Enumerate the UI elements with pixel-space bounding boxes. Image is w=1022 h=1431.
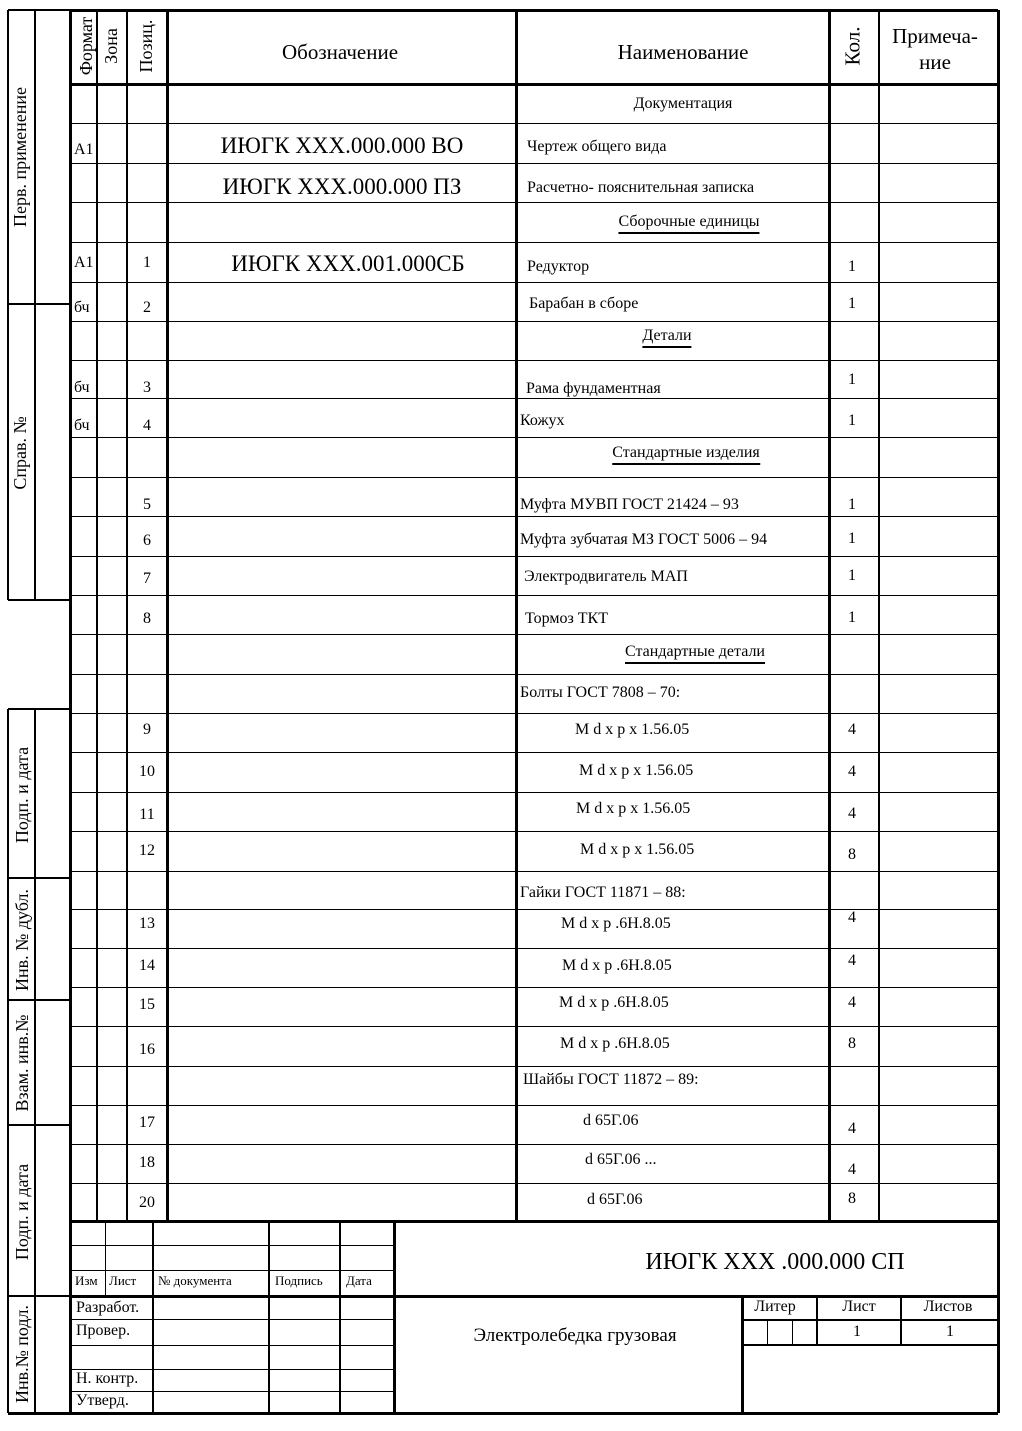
row-format: [74, 255, 94, 271]
header-quantity: Кол.: [840, 26, 865, 66]
tb-sheets-label: Листов: [923, 1298, 973, 1315]
grid-line: [7, 709, 9, 1413]
row-quantity-text: 1: [848, 530, 856, 547]
row-name-text: Кожух: [520, 412, 565, 429]
row-name: [526, 381, 661, 397]
grid-line: [70, 792, 998, 793]
grid-line: [767, 1320, 768, 1345]
header-format: Формат: [76, 16, 96, 76]
row-quantity-text: 1: [848, 412, 856, 429]
row-name: [529, 296, 638, 312]
tb-sheet-label: Лист: [842, 1298, 876, 1315]
row-format: [74, 142, 94, 158]
row-name-text: M d x p x 1.56.05: [579, 762, 694, 779]
header-note-line2: ние: [919, 50, 951, 74]
row-name-text: Редуктор: [527, 258, 590, 275]
row-name: [559, 995, 669, 1011]
grid-line: [742, 1319, 998, 1321]
row-quantity-text: 1: [848, 295, 856, 312]
row-name: [560, 1036, 670, 1052]
row-position-text: 11: [139, 806, 155, 823]
row-position-text: 14: [139, 957, 155, 974]
grid-line: [70, 634, 998, 635]
row-name-text: M d x p .6H.8.05: [559, 994, 669, 1011]
row-name: [524, 569, 688, 585]
tb-label-document: № документа: [158, 1273, 232, 1288]
row-name-text: Барабан в сборе: [529, 295, 639, 312]
grid-line: [70, 242, 998, 243]
side-inv-dubl: Инв. № дубл.: [12, 889, 32, 991]
row-name: [527, 139, 667, 155]
row-name-text: Муфта МУВП ГОСТ 21424 – 93: [520, 496, 739, 513]
row-position-text: 18: [139, 1154, 155, 1171]
grid-line: [70, 987, 998, 988]
grid-line: [8, 303, 70, 305]
row-section-heading-text: Документация: [633, 95, 733, 112]
row-position-text: 8: [143, 610, 151, 627]
row-section-heading-text: Сборочные единицы: [618, 214, 759, 234]
row-quantity-text: 8: [848, 1190, 856, 1207]
row-name-text: d 65Г.06 ...: [585, 1151, 657, 1168]
grid-line: [828, 10, 831, 1221]
grid-line: [105, 1221, 106, 1296]
grid-line: [70, 123, 998, 124]
row-format-text: бч: [74, 299, 90, 316]
grid-line: [339, 1221, 341, 1413]
grid-line: [70, 1066, 998, 1067]
grid-line: [70, 321, 998, 322]
tb-role-developer: Разработ.: [76, 1299, 140, 1316]
side-podp-data-1: Подп. и дата: [12, 746, 32, 844]
row-name-text: Расчетно- пояснительная записка: [527, 179, 755, 196]
grid-line: [70, 909, 998, 910]
row-position-text: 5: [143, 496, 151, 513]
row-name: [579, 763, 693, 779]
row-name: [527, 259, 589, 275]
row-quantity-text: 4: [848, 952, 856, 969]
row-name-text: d 65Г.06: [583, 1112, 639, 1129]
row-quantity-text: 8: [848, 846, 856, 863]
row-name-text: Чертеж общего вида: [527, 138, 667, 155]
grid-line: [70, 163, 998, 164]
grid-line: [393, 1221, 396, 1413]
header-zone: Зона: [101, 28, 121, 64]
grid-line: [166, 10, 169, 1221]
tb-label-list: Лист: [109, 1273, 137, 1288]
side-perv-primenenie: Перв. применение: [10, 86, 30, 228]
row-name-text: M d x p .6H.8.05: [562, 957, 672, 974]
grid-line: [8, 599, 70, 601]
row-name: [520, 413, 565, 429]
grid-line: [741, 1296, 744, 1413]
row-name-text: d 65Г.06: [587, 1191, 643, 1208]
row-designation-text: ИЮГК XXX.001.000СБ: [231, 250, 465, 276]
tb-role-checker: Провер.: [76, 1322, 131, 1339]
row-name: [562, 958, 672, 974]
grid-line: [816, 1296, 818, 1345]
tb-product-name: Электролебедка грузовая: [473, 1325, 677, 1346]
grid-line: [70, 1245, 394, 1246]
grid-line: [70, 1220, 998, 1223]
grid-line: [7, 10, 9, 600]
grid-line: [34, 709, 36, 1413]
row-name: [520, 532, 767, 548]
tb-doc-code: ИЮГК XXX .000.000 СП: [645, 1249, 905, 1275]
row-position-text: 13: [139, 915, 155, 932]
row-position-text: 16: [139, 1041, 155, 1058]
row-quantity-text: 8: [848, 1035, 856, 1052]
row-name-text: Муфта зубчатая МЗ ГОСТ 5006 – 94: [520, 531, 768, 548]
row-designation-text: ИЮГК XXX.000.000 ПЗ: [222, 173, 462, 199]
side-podp-data-2: Подп. и дата: [12, 1163, 32, 1261]
grid-line: [8, 708, 70, 710]
row-quantity-text: 1: [848, 567, 856, 584]
side-vzam-inv: Взам. инв.№: [12, 1014, 32, 1112]
tb-liter-label: Литер: [754, 1298, 796, 1315]
row-quantity-text: 4: [848, 1161, 856, 1178]
row-position-text: 6: [143, 532, 151, 549]
row-format: [74, 418, 90, 434]
row-name-text: M d x p .6H.8.05: [561, 915, 671, 932]
row-quantity-text: 4: [848, 1120, 856, 1137]
grid-line: [70, 595, 998, 596]
row-format-text: А1: [74, 254, 94, 271]
grid-line: [70, 556, 998, 557]
grid-line: [8, 1295, 70, 1297]
grid-line: [70, 1105, 998, 1106]
row-quantity-text: 4: [848, 805, 856, 822]
tb-sheet-value: 1: [853, 1323, 861, 1340]
side-inv-podl: Инв.№ подл.: [12, 1304, 32, 1404]
row-position-text: 9: [143, 721, 151, 738]
row-name: [583, 1113, 638, 1129]
row-position-text: 2: [143, 299, 151, 316]
row-section-heading-text: Стандартные детали: [625, 644, 765, 664]
row-position-text: 15: [139, 996, 155, 1013]
grid-line: [70, 360, 998, 361]
row-name-text: Гайки ГОСТ 11871 – 88:: [520, 884, 686, 901]
grid-line: [152, 1221, 154, 1413]
tb-role-approver: Утверд.: [76, 1392, 129, 1409]
row-position-text: 4: [143, 417, 151, 434]
grid-line: [69, 10, 72, 1413]
grid-line: [878, 10, 880, 1221]
grid-line: [515, 10, 518, 1221]
grid-line: [70, 752, 998, 753]
grid-line: [70, 202, 998, 203]
row-position-text: 12: [139, 842, 155, 859]
row-position-text: 3: [143, 379, 151, 396]
row-name: [561, 916, 671, 932]
grid-line: [126, 10, 128, 1221]
grid-line: [8, 1124, 70, 1126]
row-name-text: Электродвигатель МАП: [524, 568, 688, 585]
row-quantity-text: 1: [848, 258, 856, 275]
row-format-text: бч: [74, 379, 90, 396]
row-name-text: M d x p x 1.56.05: [580, 841, 695, 858]
row-name: [523, 1072, 699, 1088]
row-name: [520, 685, 680, 701]
grid-line: [70, 398, 998, 399]
header-name: Наименование: [617, 40, 749, 64]
row-name-text: M d x p x 1.56.05: [576, 800, 691, 817]
row-format: [74, 300, 90, 316]
header-position: Позиц.: [136, 19, 156, 73]
row-name-text: Шайбы ГОСТ 11872 – 89:: [523, 1071, 699, 1088]
row-name: [576, 801, 690, 817]
grid-line: [8, 9, 70, 11]
row-quantity-text: 4: [848, 763, 856, 780]
grid-line: [70, 1270, 394, 1271]
grid-line: [70, 1026, 998, 1027]
row-name-text: M d x p .6H.8.05: [560, 1035, 670, 1052]
grid-line: [8, 1412, 998, 1415]
row-name: [520, 497, 739, 513]
row-quantity-text: 4: [848, 721, 856, 738]
grid-line: [70, 1144, 998, 1145]
grid-line: [70, 674, 998, 675]
grid-line: [34, 10, 36, 600]
row-format-text: бч: [74, 417, 90, 434]
header-note-line1: Примеча-: [892, 24, 978, 48]
header-designation: Обозначение: [281, 40, 399, 64]
row-section-heading-text: Стандартные изделия: [612, 445, 760, 465]
grid-line: [8, 877, 70, 879]
row-name: [585, 1152, 656, 1168]
row-position-text: 10: [139, 763, 155, 780]
row-name: [575, 722, 689, 738]
grid-line: [70, 871, 998, 872]
grid-line: [70, 1345, 394, 1346]
row-quantity-text: 4: [848, 994, 856, 1011]
grid-line: [792, 1320, 793, 1345]
tb-role-norm-control: Н. контр.: [76, 1370, 139, 1387]
row-position-text: 17: [139, 1114, 155, 1131]
row-quantity-text: 1: [848, 609, 856, 626]
grid-line: [268, 1221, 270, 1413]
tb-label-izm: Изм: [75, 1273, 98, 1288]
row-name: [527, 180, 754, 196]
row-position-text: 1: [143, 254, 151, 271]
row-position-text: 20: [139, 1194, 155, 1211]
row-name-text: Рама фундаментная: [526, 380, 661, 397]
row-position-text: 7: [143, 570, 151, 587]
row-designation-text: ИЮГК XXX.000.000 ВО: [220, 132, 464, 158]
grid-line: [70, 516, 998, 517]
grid-line: [70, 948, 998, 949]
row-quantity-text: 4: [848, 909, 856, 926]
grid-line: [70, 83, 998, 86]
tb-sheets-value: 1: [946, 1323, 954, 1340]
grid-line: [742, 1344, 998, 1346]
row-name: [520, 885, 686, 901]
side-sprav-no: Справ. №: [10, 416, 30, 490]
grid-line: [70, 477, 998, 478]
grid-line: [70, 9, 998, 12]
tb-label-date: Дата: [346, 1273, 372, 1288]
grid-line: [96, 10, 98, 1221]
tb-label-signature: Подпись: [275, 1273, 323, 1288]
row-name-text: Болты ГОСТ 7808 – 70:: [520, 684, 681, 701]
grid-line: [70, 713, 998, 714]
grid-line: [70, 1319, 394, 1320]
row-name: [525, 611, 608, 627]
grid-line: [997, 10, 1000, 1413]
grid-line: [900, 1296, 902, 1345]
grid-line: [70, 1183, 998, 1184]
grid-line: [8, 999, 70, 1001]
grid-line: [70, 282, 998, 283]
row-quantity-text: 1: [848, 496, 856, 513]
grid-line: [70, 831, 998, 832]
grid-line: [70, 437, 998, 438]
row-format-text: А1: [74, 141, 94, 158]
row-quantity-text: 1: [848, 371, 856, 388]
row-section-heading-text: Детали: [642, 328, 691, 348]
row-name-text: Тормоз ТКТ: [525, 610, 608, 627]
row-name: [580, 842, 694, 858]
row-format: [74, 380, 90, 396]
row-name-text: M d x p x 1.56.05: [575, 721, 690, 738]
row-name: [587, 1192, 642, 1208]
